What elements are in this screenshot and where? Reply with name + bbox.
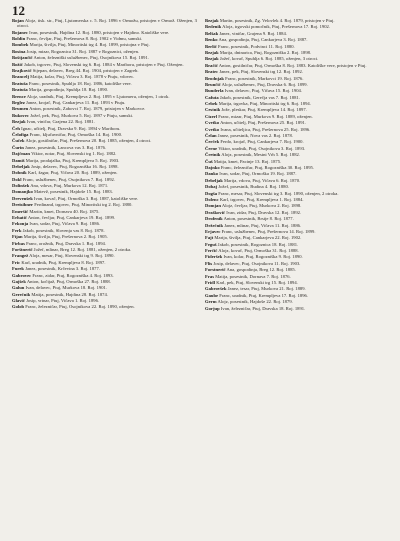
entry-details: Stjepan, delavec, Breg 44. Roj. 1904, pristojen v Zagreb. bbox=[32, 68, 139, 74]
entry-surname: Brence bbox=[12, 93, 26, 99]
entry-details: Jakob, trgovec, Ptuj, Slovenski trg 6. Roj. 1884 v Mariboru, pristojen v Ptuj. Oženjen. bbox=[24, 61, 184, 67]
register-entry bbox=[205, 274, 390, 279]
entry-details: Ivana, učiteljica, Ptuj, Prešernova 25. Roj. 1896. bbox=[220, 126, 311, 132]
entry-details: Ivan, kolar, Ptuj, Rogozniška 9. Roj. 1890. bbox=[223, 254, 303, 260]
entry-details: Ana, gospodinja, Breg 12. Roj. 1885. bbox=[226, 267, 296, 273]
entry-surname: Dobnik bbox=[12, 170, 27, 176]
entry-surname: Čuš bbox=[205, 158, 213, 164]
entry-details: Marija, gospodinja, Spuhlja 18. Roj. 1890. bbox=[28, 87, 109, 93]
entry-details: Anton, gostilničar, Ptuj, Ormoška 8. Roj. 1883. Katoliške vere, pristojen v Ptuj. bbox=[218, 62, 367, 68]
register-entry bbox=[205, 95, 390, 100]
entry-surname: Forstnerič bbox=[205, 267, 226, 273]
entry-surname: Erjavec bbox=[205, 228, 221, 234]
entry-details: Anton, posestnik, Brstje 8. Roj. 1877. bbox=[223, 216, 294, 222]
entry-details: Franc, posestnik, Podvinci 11. Roj. 1880. bbox=[218, 43, 295, 49]
register-entry bbox=[205, 306, 390, 311]
entry-surname: Dajčman bbox=[12, 151, 31, 157]
entry-details: Ivan, sodar, Ptuj, Vičava 9. Roj. 1886. bbox=[29, 221, 101, 227]
register-entry bbox=[12, 62, 197, 67]
entry-details: Martin, posestnik, Zg. Velovlek 4. Roj. 1879, pristojen v Ptuj. bbox=[219, 18, 335, 23]
entry-details: Ignac, učitelj, Ptuj, Dravska 9. Roj. 1894 v Mariboru. bbox=[21, 125, 121, 131]
entry-surname: Bezjak bbox=[205, 18, 219, 23]
register-entry bbox=[12, 138, 197, 143]
entry-surname: Fideršek bbox=[205, 254, 223, 260]
entry-surname: Boldin bbox=[12, 36, 26, 42]
register-entry bbox=[12, 106, 197, 111]
entry-details: Ivan, železničar, Ptuj, Dravska 18. Roj. 1891. bbox=[220, 305, 306, 311]
entry-details: Janez, viničar, Grajena 9. Roj. 1884. bbox=[219, 30, 287, 36]
entry-details: Jakob, posestnik, Gerečja vas 7. Roj. 1881. bbox=[219, 94, 300, 100]
register-entry bbox=[12, 119, 197, 124]
left-column bbox=[12, 18, 197, 535]
entry-surname: Bezjak bbox=[205, 56, 219, 62]
entry-surname: Bračič bbox=[205, 62, 218, 68]
entry-details: Ivan, posestnik, Hajdina 12. Roj. 1880, pristojen v Hajdino. Katoliške vere. bbox=[29, 29, 170, 35]
register-entry bbox=[205, 184, 390, 189]
entry-details: Anton, železniški uslužbenec, Ptuj, Osojnikova 15. Roj. 1891. bbox=[33, 55, 149, 61]
register-entry bbox=[205, 63, 390, 68]
register-entry bbox=[12, 42, 197, 47]
entry-details: Franc, posestnik, Spuhlja 18. Roj. 1886, katoliške vere. bbox=[28, 80, 132, 86]
entry-surname: Gaube bbox=[205, 292, 219, 298]
entry-surname: Berlič bbox=[205, 43, 217, 49]
entry-surname: Božič bbox=[12, 61, 23, 67]
entry-surname: Brancelj bbox=[12, 74, 29, 80]
register-entry bbox=[12, 285, 197, 290]
register-entry bbox=[205, 152, 390, 157]
entry-details: Alojz, čevljar, Ptuj, Murkova 2. Roj. 1898. bbox=[221, 203, 302, 209]
register-entry bbox=[205, 133, 390, 138]
register-entry bbox=[205, 210, 390, 215]
entry-details: Alojz, gostilničar, Ptuj, Prešernova 20. Roj. 1885, oženjen, 4 otroci. bbox=[25, 138, 152, 144]
register-entry bbox=[205, 127, 390, 132]
entry-surname: Fridl bbox=[205, 280, 216, 286]
entry-surname: Debeljak bbox=[12, 163, 30, 169]
entry-surname: Bojan bbox=[12, 18, 24, 23]
register-entry bbox=[205, 235, 390, 240]
entry-details: Ana, vdova, Ptuj, Murkova 12. Roj. 1871. bbox=[30, 183, 109, 189]
entry-surname: Cebek bbox=[205, 101, 218, 107]
register-entry bbox=[205, 24, 390, 29]
entry-surname: Bunderla bbox=[205, 88, 224, 94]
entry-details: Marija, šivilja, Ptuj, Cankarjeva 22. Roj. 1902. bbox=[214, 235, 302, 241]
entry-details: Franc, uslužbenec, Ptuj, Prešernova 14. Roj. 1899. bbox=[221, 228, 316, 234]
text-columns bbox=[12, 18, 390, 535]
entry-details: Franc, zidar, Ptuj, Rogozniška 4. Roj. 1893. bbox=[32, 272, 114, 278]
entry-surname: Furek bbox=[12, 266, 25, 272]
register-entry bbox=[205, 197, 390, 202]
entry-surname: Bratuša bbox=[12, 80, 28, 86]
entry-surname: Drevenšek bbox=[12, 195, 33, 201]
entry-surname: Čelan bbox=[205, 133, 217, 139]
entry-details: Ivan, viničar, Grajena 22. Roj. 1881. bbox=[26, 119, 95, 125]
entry-surname: Golob bbox=[12, 304, 25, 310]
register-entry bbox=[12, 132, 197, 137]
entry-details: Janez, krojač, Ptuj, Cankarjeva 11. Roj. 1893 v Ptuju. bbox=[26, 99, 126, 105]
register-entry bbox=[12, 279, 197, 284]
register-entry bbox=[12, 170, 197, 175]
register-entry bbox=[205, 171, 390, 176]
register-entry bbox=[12, 100, 197, 105]
entry-details: Josip, delavec, Ptuj, Rogozniška 16. Roj. 1898. bbox=[30, 163, 119, 169]
entry-details: Jožef, kovač, Spuhlja 6. Roj. 1885, oženjen, 3 otroci. bbox=[219, 56, 319, 62]
register-entry bbox=[12, 189, 197, 194]
register-entry bbox=[12, 94, 197, 99]
entry-details: Marija, trgovka, Ptuj, Minoritski trg 6. Roj. 1894. bbox=[218, 101, 311, 107]
entry-surname: Dolinšek bbox=[12, 183, 30, 189]
entry-details: Jožef, posestnik, Budina 4. Roj. 1880. bbox=[218, 184, 289, 190]
entry-details: Janez, posestnik, Krčevina 3. Roj. 1877. bbox=[25, 266, 100, 272]
entry-details: Janez, posestnik, Lancova vas 3. Roj. 1876. bbox=[25, 144, 107, 150]
register-entry bbox=[12, 18, 197, 29]
entry-surname: Bombek bbox=[12, 42, 29, 48]
entry-surname: Držečnik bbox=[205, 222, 224, 228]
register-entry bbox=[205, 31, 390, 36]
register-entry bbox=[12, 49, 197, 54]
entry-details: Viktor, notar, Ptuj, Slovenski trg 1. Roj. 1882. bbox=[31, 151, 117, 157]
entry-details: Alojz, posestnik, Hajdoše 22. Roj. 1879. bbox=[217, 299, 293, 305]
entry-surname: Čelofiga bbox=[12, 131, 29, 137]
entry-surname: Gajšek bbox=[12, 278, 26, 284]
entry-details: Anton, učitelj, Ptuj, Prešernova 25. Roj. 1891. bbox=[220, 120, 306, 126]
entry-details: Marija, dninarica, Ptuj, Rogozniška 2. Roj. 1898. bbox=[219, 49, 312, 55]
entry-surname: Brglez bbox=[12, 99, 25, 105]
register-entry bbox=[12, 81, 197, 86]
entry-surname: Brumen bbox=[12, 106, 29, 112]
register-entry bbox=[12, 126, 197, 131]
entry-surname: Gabrovšek bbox=[205, 286, 227, 292]
entry-surname: Bratec bbox=[205, 69, 219, 75]
entry-details: Ivan, sodar, Ptuj, Ormoška 19. Roj. 1887. bbox=[219, 171, 297, 177]
entry-details: Janez, tesar, Ptuj, Murkova 21. Roj. 1889. bbox=[227, 286, 306, 292]
register-entry bbox=[12, 273, 197, 278]
register-entry bbox=[205, 165, 390, 170]
entry-details: Ivan, zidar, Ptuj, Dravska 12. Roj. 1892. bbox=[226, 209, 302, 215]
entry-surname: Feguš bbox=[205, 241, 217, 247]
entry-details: Karl, pek, Ptuj, Slovenski trg 15. Roj. 1894. bbox=[216, 280, 298, 286]
entry-surname: Frangež bbox=[12, 253, 29, 259]
register-entry bbox=[12, 304, 197, 309]
entry-details: Alojz, tisk. str., Ptuj, Ljutomerska c. 5. Roj. 1896 v Ormožu, pristojen v Ormož. Oženjen, 3 otroci. bbox=[17, 18, 197, 29]
entry-details: Viktor, uradnik, Ptuj, Osojnikova 3. Roj. 1893. bbox=[218, 145, 306, 151]
register-entry bbox=[12, 196, 197, 201]
entry-surname: Čurin bbox=[12, 144, 24, 150]
entry-details: Marija, vdova, Ptuj, Vičava 6. Roj. 1870. bbox=[223, 177, 301, 183]
entry-surname: Drofenik bbox=[205, 216, 223, 222]
entry-surname: Brodnjak bbox=[205, 75, 224, 81]
entry-details: Alojz, uradnik, Ptuj, Krempljeva 2. Roj. 1895 v Ljutomeru, oženjen, 1 otrok. bbox=[26, 93, 170, 99]
register-entry bbox=[205, 146, 390, 151]
register-entry bbox=[12, 247, 197, 252]
entry-details: Martin, kmet, Dornava 40. Roj. 1875. bbox=[29, 208, 100, 214]
register-entry bbox=[205, 191, 390, 196]
entry-surname: Dokl bbox=[12, 176, 22, 182]
register-entry bbox=[12, 158, 197, 163]
entry-surname: Cvetko bbox=[205, 126, 220, 132]
entry-details: Anton, kočijaž, Ptuj, Ormoška 27. Roj. 1888. bbox=[26, 278, 111, 284]
entry-details: Alojz, trgovski pomočnik, Ptuj, Prešernova 17. Roj. 1902. bbox=[222, 24, 331, 30]
register-entry bbox=[205, 101, 390, 106]
register-entry bbox=[205, 18, 390, 23]
register-entry bbox=[12, 87, 197, 92]
register-entry bbox=[12, 145, 197, 150]
entry-details: Matevž, posestnik, Hajdoše 15. Roj. 1883. bbox=[34, 189, 113, 195]
entry-details: Franc, orožnik, Ptuj, Dravska 1. Roj. 1894. bbox=[26, 240, 107, 246]
register-entry bbox=[12, 30, 197, 35]
entry-surname: Cafuta bbox=[205, 94, 219, 100]
entry-surname: Domjan bbox=[205, 203, 221, 209]
entry-surname: Dogša bbox=[205, 190, 218, 196]
entry-surname: Cvetko bbox=[205, 120, 220, 126]
entry-surname: Draškovič bbox=[205, 209, 226, 215]
entry-surname: Bojanec bbox=[12, 29, 28, 35]
entry-surname: Brajkovič bbox=[12, 68, 32, 74]
entry-surname: Gorjup bbox=[205, 305, 220, 311]
register-entry bbox=[12, 260, 197, 265]
entry-details: Franc, čevljar, Ptuj, Prešernova 8. Roj. 1902 v Vidmu, samski. bbox=[26, 36, 143, 42]
register-entry bbox=[205, 82, 390, 87]
register-entry bbox=[205, 114, 390, 119]
right-column bbox=[205, 18, 390, 535]
entry-details: Anton, posestnik, Zabovci 7. Roj. 1879, pristojen v Markovce. bbox=[29, 106, 146, 112]
entry-surname: Dajnko bbox=[205, 164, 220, 170]
register-entry bbox=[12, 151, 197, 156]
register-entry bbox=[205, 178, 390, 183]
register-entry bbox=[12, 74, 197, 79]
entry-details: Franc, uslužbenec, Ptuj, Osojnikova 7. Roj. 1892. bbox=[22, 176, 116, 182]
register-entry bbox=[12, 215, 197, 220]
entry-details: Ivan, delavec, Ptuj, Murkova 18. Roj. 1901. bbox=[25, 285, 108, 291]
register-entry bbox=[205, 267, 390, 272]
entry-details: Alojz, mesar, Ptuj, Slovenski trg 9. Roj. 1890. bbox=[29, 253, 115, 259]
entry-surname: Forštnerič bbox=[12, 246, 33, 252]
entry-surname: Belšak bbox=[205, 30, 219, 36]
entry-details: Jožef, mlinar, Breg 12. Roj. 1881, oženjen, 2 otroka. bbox=[33, 246, 132, 252]
entry-surname: Germ bbox=[205, 299, 217, 305]
entry-surname: Bosina bbox=[12, 48, 26, 54]
register-entry bbox=[12, 253, 197, 258]
register-entry bbox=[12, 202, 197, 207]
register-entry bbox=[205, 248, 390, 253]
entry-surname: Dobaj bbox=[205, 184, 218, 190]
entry-surname: Gabrovec bbox=[12, 272, 32, 278]
entry-details: Ana, gospodinja, Ptuj, Cankarjeva 3. Roj. 1887. bbox=[218, 37, 308, 43]
entry-details: Anton, čevljar, Ptuj, Cankarjeva 19. Roj. 1899. bbox=[27, 215, 116, 221]
entry-details: Karl, uradnik, Ptuj, Krempljeva 8. Roj. 1897. bbox=[21, 259, 106, 265]
entry-details: Janez, pek, Ptuj, Slovenski trg 12. Roj. 1892. bbox=[219, 69, 303, 75]
entry-surname: Fajt bbox=[205, 235, 214, 241]
register-entry bbox=[205, 254, 390, 259]
register-entry bbox=[205, 229, 390, 234]
register-entry bbox=[12, 113, 197, 118]
entry-details: Ferdinand, trgovec, Ptuj, Minoritski trg 2. Roj. 1880. bbox=[34, 202, 133, 208]
entry-surname: Fras bbox=[205, 273, 215, 279]
entry-surname: Fric bbox=[12, 259, 21, 265]
register-entry bbox=[205, 293, 390, 298]
register-entry bbox=[205, 223, 390, 228]
entry-surname: Fijan bbox=[12, 234, 23, 240]
entry-surname: Dolenc bbox=[205, 196, 219, 202]
entry-details: Janez, mlinar, Ptuj, Vičava 11. Roj. 1886. bbox=[224, 222, 302, 228]
entry-details: Matija, posestnik, Dornava 7. Roj. 1876. bbox=[215, 273, 291, 279]
entry-details: Matija, posestnik, Hajdina 28. Roj. 1874. bbox=[31, 291, 108, 297]
entry-surname: Glavič bbox=[12, 298, 25, 304]
entry-details: Josip, vrtnar, Ptuj, Vičava 1. Roj. 1896. bbox=[26, 298, 100, 304]
entry-surname: Galun bbox=[12, 285, 25, 291]
entry-details: Jakob, posestnik, Rogoznica 18. Roj. 1881. bbox=[217, 241, 299, 247]
register-entry bbox=[12, 298, 197, 303]
entry-surname: Damiš bbox=[12, 157, 25, 163]
entry-details: Alojz, kovač, Ptuj, Ormoška 31. Roj. 1888. bbox=[218, 248, 299, 254]
entry-details: Ivan, kovač, Ptuj, Ormoška 3. Roj. 1887, katoliške vere. bbox=[33, 195, 139, 201]
entry-details: Karl, žagar, Ptuj, Vičava 20. Roj. 1889, oženjen. bbox=[27, 170, 118, 176]
entry-surname: Bedenik bbox=[205, 24, 222, 30]
entry-details: Franc, železničar, Ptuj, Rogozniška 30. Roj. 1895. bbox=[220, 164, 315, 170]
entry-details: Matija, kolar, Ptuj, Vičava 3. Roj. 1878 v Ptuju, vdovec. bbox=[30, 74, 135, 80]
entry-details: Alojz, posestnik, Mestni Vrh 5. Roj. 1882. bbox=[221, 152, 300, 158]
entry-surname: Emeršič bbox=[12, 208, 29, 214]
entry-surname: Brunčič bbox=[205, 81, 221, 87]
entry-details: Ferdo, krojač, Ptuj, Cankarjeva 7. Roj. 1900. bbox=[220, 139, 304, 145]
entry-details: Matija, kmet, Pacinje 13. Roj. 1875. bbox=[213, 158, 282, 164]
register-entry bbox=[12, 177, 197, 182]
entry-details: Franc, uradnik, Ptuj, Krempljeva 17. Roj. 1896. bbox=[219, 292, 309, 298]
entry-surname: Domanjko bbox=[12, 189, 33, 195]
register-entry bbox=[12, 241, 197, 246]
register-entry bbox=[205, 120, 390, 125]
entry-surname: Bratuša bbox=[12, 87, 28, 93]
register-entry bbox=[12, 55, 197, 60]
register-entry bbox=[205, 261, 390, 266]
entry-surname: Benko bbox=[205, 37, 218, 43]
register-entry bbox=[205, 159, 390, 164]
register-entry bbox=[205, 216, 390, 221]
register-entry bbox=[205, 69, 390, 74]
entry-surname: Firbas bbox=[12, 240, 25, 246]
register-entry bbox=[12, 164, 197, 169]
entry-surname: Čeh bbox=[12, 125, 20, 131]
entry-surname: Bezjak bbox=[205, 49, 219, 55]
register-entry bbox=[205, 280, 390, 285]
entry-surname: Flis bbox=[205, 260, 213, 266]
entry-details: Jakob, posestnik, Slovenja vas 8. Roj. 1878. bbox=[22, 227, 105, 233]
entry-details: Ivan, delavec, Ptuj, Vičava 15. Roj. 1904. bbox=[224, 88, 302, 94]
entry-surname: Ferčič bbox=[205, 248, 218, 254]
entry-surname: Čuček bbox=[12, 138, 25, 144]
entry-surname: Čretnik bbox=[205, 152, 221, 158]
register-entry bbox=[205, 139, 390, 144]
register-entry bbox=[12, 228, 197, 233]
entry-surname: Debeljak bbox=[205, 177, 223, 183]
entry-surname: Cestnik bbox=[205, 107, 221, 113]
entry-surname: Černe bbox=[205, 145, 218, 151]
register-entry bbox=[12, 183, 197, 188]
entry-details: Marija, šivilja, Ptuj, Prešernova 2. Roj. 1905. bbox=[23, 234, 108, 240]
entry-surname: Erhatič bbox=[12, 215, 27, 221]
entry-surname: Danko bbox=[205, 171, 219, 177]
register-entry bbox=[12, 234, 197, 239]
entry-surname: Ferk bbox=[12, 227, 22, 233]
entry-details: Karl, trgovec, Ptuj, Krempljeva 1. Roj. 1884. bbox=[219, 196, 304, 202]
register-entry bbox=[12, 68, 197, 73]
register-entry bbox=[205, 286, 390, 291]
entry-details: Franc, ključavničar, Ptuj, Ormoška 14. Roj. 1900. bbox=[29, 131, 123, 137]
entry-details: Josip, mizar, Rogoznica 31. Roj. 1887 v Rogoznici, oženjen. bbox=[26, 48, 140, 54]
entry-details: Franc, železničar, Ptuj, Osojnikova 22. Roj. 1890, oženjen. bbox=[25, 304, 135, 310]
entry-details: Marija, prodajalka, Ptuj, Krempljeva 5. Roj. 1903. bbox=[25, 157, 120, 163]
register-entry bbox=[12, 36, 197, 41]
entry-details: Janez, posestnik, Nova vas 2. Roj. 1878. bbox=[217, 133, 293, 139]
register-entry bbox=[12, 292, 197, 297]
page-number: 12 bbox=[12, 3, 25, 18]
entry-surname: Bukovec bbox=[12, 112, 29, 118]
register-entry bbox=[205, 107, 390, 112]
entry-details: Franc, mesar, Ptuj, Slovenski trg 3. Roj. 1890, oženjen, 2 otroka. bbox=[218, 190, 339, 196]
entry-details: Jože, pleskar, Ptuj, Krempljeva 14. Roj. 1897. bbox=[221, 107, 307, 113]
register-entry bbox=[12, 221, 197, 226]
entry-details: Marija, šivilja, Ptuj, Minoritski trg 4. Roj. 1899, pristojna v Ptuj. bbox=[29, 42, 150, 48]
register-entry bbox=[205, 88, 390, 93]
entry-details: Franc, mizar, Ptuj, Murkova 9. Roj. 1889, oženjen. bbox=[218, 113, 313, 119]
entry-surname: Gerečnik bbox=[12, 291, 31, 297]
register-entry bbox=[205, 242, 390, 247]
entry-surname: Boštjančič bbox=[12, 55, 33, 61]
entry-details: Jožef, pek, Ptuj, Murkova 5. Roj. 1897 v Ptuju, samski. bbox=[30, 112, 134, 118]
register-entry bbox=[205, 56, 390, 61]
register-entry bbox=[205, 50, 390, 55]
entry-surname: Bezjak bbox=[12, 119, 26, 125]
entry-surname: Fekonja bbox=[12, 221, 29, 227]
register-entry bbox=[12, 266, 197, 271]
entry-surname: Čerček bbox=[205, 139, 220, 145]
entry-details: Alojz, uslužbenec, Ptuj, Dravska 6. Roj. 1899. bbox=[221, 81, 308, 87]
register-entry bbox=[205, 44, 390, 49]
register-entry bbox=[205, 37, 390, 42]
register-entry bbox=[205, 299, 390, 304]
entry-details: Josip, delavec, Ptuj, Osojnikova 11. Roj. 1903. bbox=[213, 260, 301, 266]
entry-details: Franc, posestnik, Markovci 19. Roj. 1876. bbox=[225, 75, 304, 81]
register-entry bbox=[205, 76, 390, 81]
entry-surname: Cizerl bbox=[205, 113, 218, 119]
register-entry bbox=[12, 209, 197, 214]
register-entry bbox=[205, 203, 390, 208]
entry-surname: Dreisibner bbox=[12, 202, 34, 208]
